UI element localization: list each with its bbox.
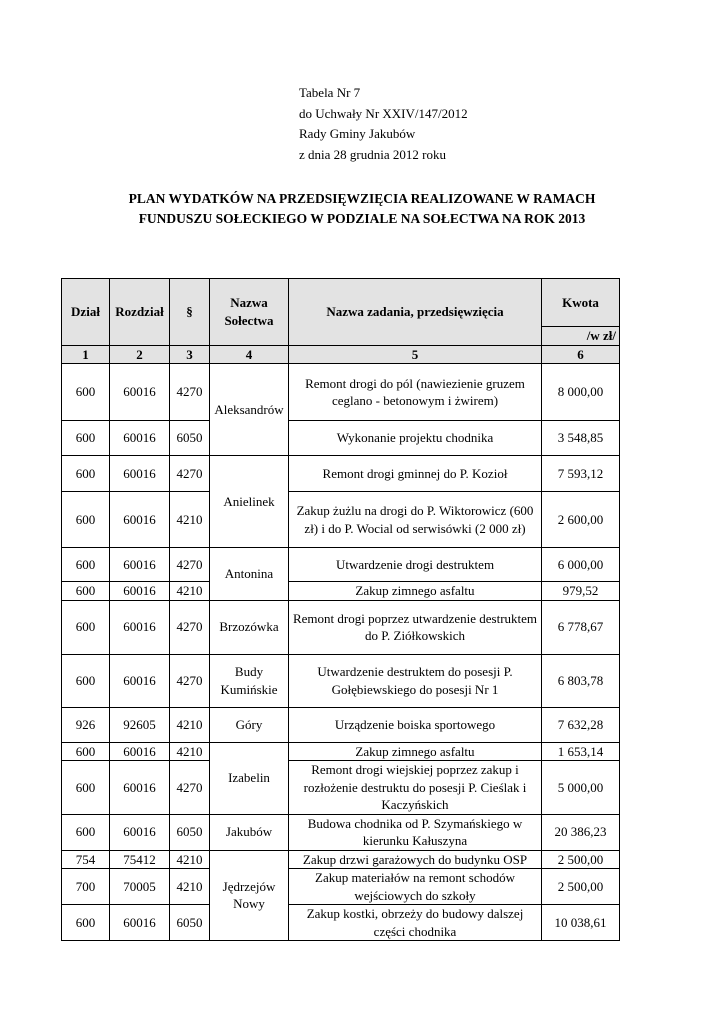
dzial-cell: 600 <box>62 582 110 601</box>
paragraf-cell: 4270 <box>170 600 210 654</box>
task-cell: Zakup drzwi garażowych do budynku OSP <box>289 850 542 869</box>
paragraf-cell: 4270 <box>170 364 210 421</box>
header-solectwo <box>210 279 289 346</box>
reference-line: Rady Gminy Jakubów <box>299 126 416 141</box>
reference-line: Tabela Nr 7 <box>299 85 361 100</box>
solectwo-line: Nowy <box>233 896 265 912</box>
amount-cell: 2 500,00 <box>542 850 620 869</box>
paragraf-cell: 4270 <box>170 548 210 582</box>
amount-cell: 6 778,67 <box>542 600 620 654</box>
amount-cell: 979,52 <box>542 582 620 601</box>
rozdzial-cell: 60016 <box>110 905 170 941</box>
dzial-cell: 700 <box>62 869 110 905</box>
reference-line: z dnia 28 grudnia 2012 roku <box>299 146 446 162</box>
rozdzial-cell: 60016 <box>110 742 170 761</box>
solectwo-line: Jędrzejów <box>222 878 276 894</box>
task-cell: Zakup żużlu na drogi do P. Wiktorowicz (600 zł) i do P. Wocial od serwisówki (2 000 zł) <box>289 492 542 548</box>
rozdzial-cell: 70005 <box>110 869 170 905</box>
table-row <box>62 456 620 492</box>
paragraf-cell: 6050 <box>170 814 210 850</box>
rozdzial-cell: 60016 <box>110 761 170 815</box>
amount-cell: 1 653,14 <box>542 742 620 761</box>
table-row <box>62 814 620 850</box>
rozdzial-cell: 60016 <box>110 600 170 654</box>
solectwo-line: Budy <box>234 664 264 679</box>
dzial-cell: 600 <box>62 600 110 654</box>
paragraf-cell: 4210 <box>170 850 210 869</box>
title-line: FUNDUSZU SOŁECKIEGO W PODZIALE NA SOŁECTWA NA ROK 2013 <box>138 211 586 226</box>
task-cell: Zakup kostki, obrzeży do budowy dalszej części chodnika <box>289 905 542 941</box>
task-cell: Utwardzenie drogi destruktem <box>289 548 542 582</box>
rozdzial-cell: 60016 <box>110 654 170 707</box>
dzial-cell: 600 <box>62 814 110 850</box>
header-unit: /w zł/ <box>542 327 620 346</box>
paragraf-cell: 6050 <box>170 421 210 456</box>
amount-cell: 5 000,00 <box>542 761 620 815</box>
table-row <box>62 582 620 601</box>
rozdzial-cell: 60016 <box>110 364 170 421</box>
paragraf-cell: 4210 <box>170 492 210 548</box>
solectwo-cell: Jakubów <box>210 814 289 850</box>
table-row <box>62 869 620 905</box>
solectwo-cell: Brzozówka <box>210 600 289 654</box>
table-row <box>62 492 620 548</box>
paragraf-cell: 4210 <box>170 582 210 601</box>
task-cell: Utwardzenie destruktem do posesji P. Gołębiewskiego do posesji Nr 1 <box>289 654 542 707</box>
header-solectwo-line: Sołectwa <box>224 312 274 328</box>
solectwo-cell <box>210 654 289 707</box>
rozdzial-cell: 60016 <box>110 582 170 601</box>
amount-cell: 6 803,78 <box>542 654 620 707</box>
solectwo-cell: Antonina <box>210 548 289 601</box>
column-number: 4 <box>210 345 289 364</box>
amount-cell: 20 386,23 <box>542 814 620 850</box>
table-row <box>62 600 620 654</box>
amount-cell: 2 600,00 <box>542 492 620 548</box>
solectwo-cell: Anielinek <box>210 456 289 548</box>
table-row <box>62 548 620 582</box>
dzial-cell: 600 <box>62 742 110 761</box>
document-reference <box>299 83 468 165</box>
amount-cell: 2 500,00 <box>542 869 620 905</box>
task-cell: Zakup zimnego asfaltu <box>289 742 542 761</box>
table-row <box>62 742 620 761</box>
dzial-cell: 926 <box>62 707 110 742</box>
column-number: 5 <box>289 345 542 364</box>
document-title <box>0 189 724 229</box>
amount-cell: 3 548,85 <box>542 421 620 456</box>
header-rozdzial: Rozdział <box>110 279 170 346</box>
dzial-cell: 600 <box>62 492 110 548</box>
task-cell: Wykonanie projektu chodnika <box>289 421 542 456</box>
rozdzial-cell: 60016 <box>110 814 170 850</box>
expenditure-table <box>61 278 620 941</box>
amount-cell: 8 000,00 <box>542 364 620 421</box>
header-kwota: Kwota <box>542 279 620 327</box>
paragraf-cell: 4210 <box>170 707 210 742</box>
column-number: 3 <box>170 345 210 364</box>
task-cell: Urządzenie boiska sportowego <box>289 707 542 742</box>
amount-cell: 6 000,00 <box>542 548 620 582</box>
dzial-cell: 600 <box>62 905 110 941</box>
task-cell: Remont drogi wiejskiej poprzez zakup i rozłożenie destruktu do posesji P. Cieślak i Kaczyńskich <box>289 761 542 815</box>
dzial-cell: 600 <box>62 364 110 421</box>
dzial-cell: 600 <box>62 654 110 707</box>
header-dzial: Dział <box>62 279 110 346</box>
rozdzial-cell: 60016 <box>110 456 170 492</box>
column-number: 6 <box>542 345 620 364</box>
rozdzial-cell: 60016 <box>110 492 170 548</box>
header-paragraf: § <box>170 279 210 346</box>
dzial-cell: 600 <box>62 548 110 582</box>
table-row <box>62 421 620 456</box>
table-row <box>62 850 620 869</box>
table-row <box>62 905 620 941</box>
reference-line: do Uchwały Nr XXIV/147/2012 <box>299 105 468 121</box>
table-row <box>62 761 620 815</box>
rozdzial-cell: 75412 <box>110 850 170 869</box>
rozdzial-cell: 60016 <box>110 421 170 456</box>
table-row <box>62 707 620 742</box>
table-row <box>62 654 620 707</box>
solectwo-cell: Aleksandrów <box>210 364 289 456</box>
paragraf-cell: 4270 <box>170 761 210 815</box>
solectwo-cell: Góry <box>210 707 289 742</box>
header-zadanie: Nazwa zadania, przedsięwzięcia <box>289 279 542 346</box>
solectwo-line: Kumińskie <box>220 681 278 697</box>
amount-cell: 7 632,28 <box>542 707 620 742</box>
task-cell: Zakup materiałów na remont schodów wejściowych do szkoły <box>289 869 542 905</box>
header-solectwo-line: Nazwa <box>230 295 268 311</box>
amount-cell: 10 038,61 <box>542 905 620 941</box>
task-cell: Remont drogi poprzez utwardzenie destruktem do P. Ziółkowskich <box>289 600 542 654</box>
paragraf-cell: 4270 <box>170 456 210 492</box>
paragraf-cell: 4270 <box>170 654 210 707</box>
solectwo-cell <box>210 850 289 941</box>
column-number: 2 <box>110 345 170 364</box>
dzial-cell: 600 <box>62 421 110 456</box>
rozdzial-cell: 92605 <box>110 707 170 742</box>
solectwo-cell: Izabelin <box>210 742 289 814</box>
paragraf-cell: 6050 <box>170 905 210 941</box>
task-cell: Remont drogi do pól (nawiezienie gruzem ceglano - betonowym i żwirem) <box>289 364 542 421</box>
column-number: 1 <box>62 345 110 364</box>
task-cell: Zakup zimnego asfaltu <box>289 582 542 601</box>
dzial-cell: 600 <box>62 761 110 815</box>
paragraf-cell: 4210 <box>170 869 210 905</box>
dzial-cell: 600 <box>62 456 110 492</box>
table-row <box>62 364 620 421</box>
amount-cell: 7 593,12 <box>542 456 620 492</box>
rozdzial-cell: 60016 <box>110 548 170 582</box>
dzial-cell: 754 <box>62 850 110 869</box>
task-cell: Remont drogi gminnej do P. Kozioł <box>289 456 542 492</box>
task-cell: Budowa chodnika od P. Szymańskiego w kierunku Kałuszyna <box>289 814 542 850</box>
title-line: PLAN WYDATKÓW NA PRZEDSIĘWZIĘCIA REALIZOWANE W RAMACH <box>128 191 596 206</box>
paragraf-cell: 4210 <box>170 742 210 761</box>
